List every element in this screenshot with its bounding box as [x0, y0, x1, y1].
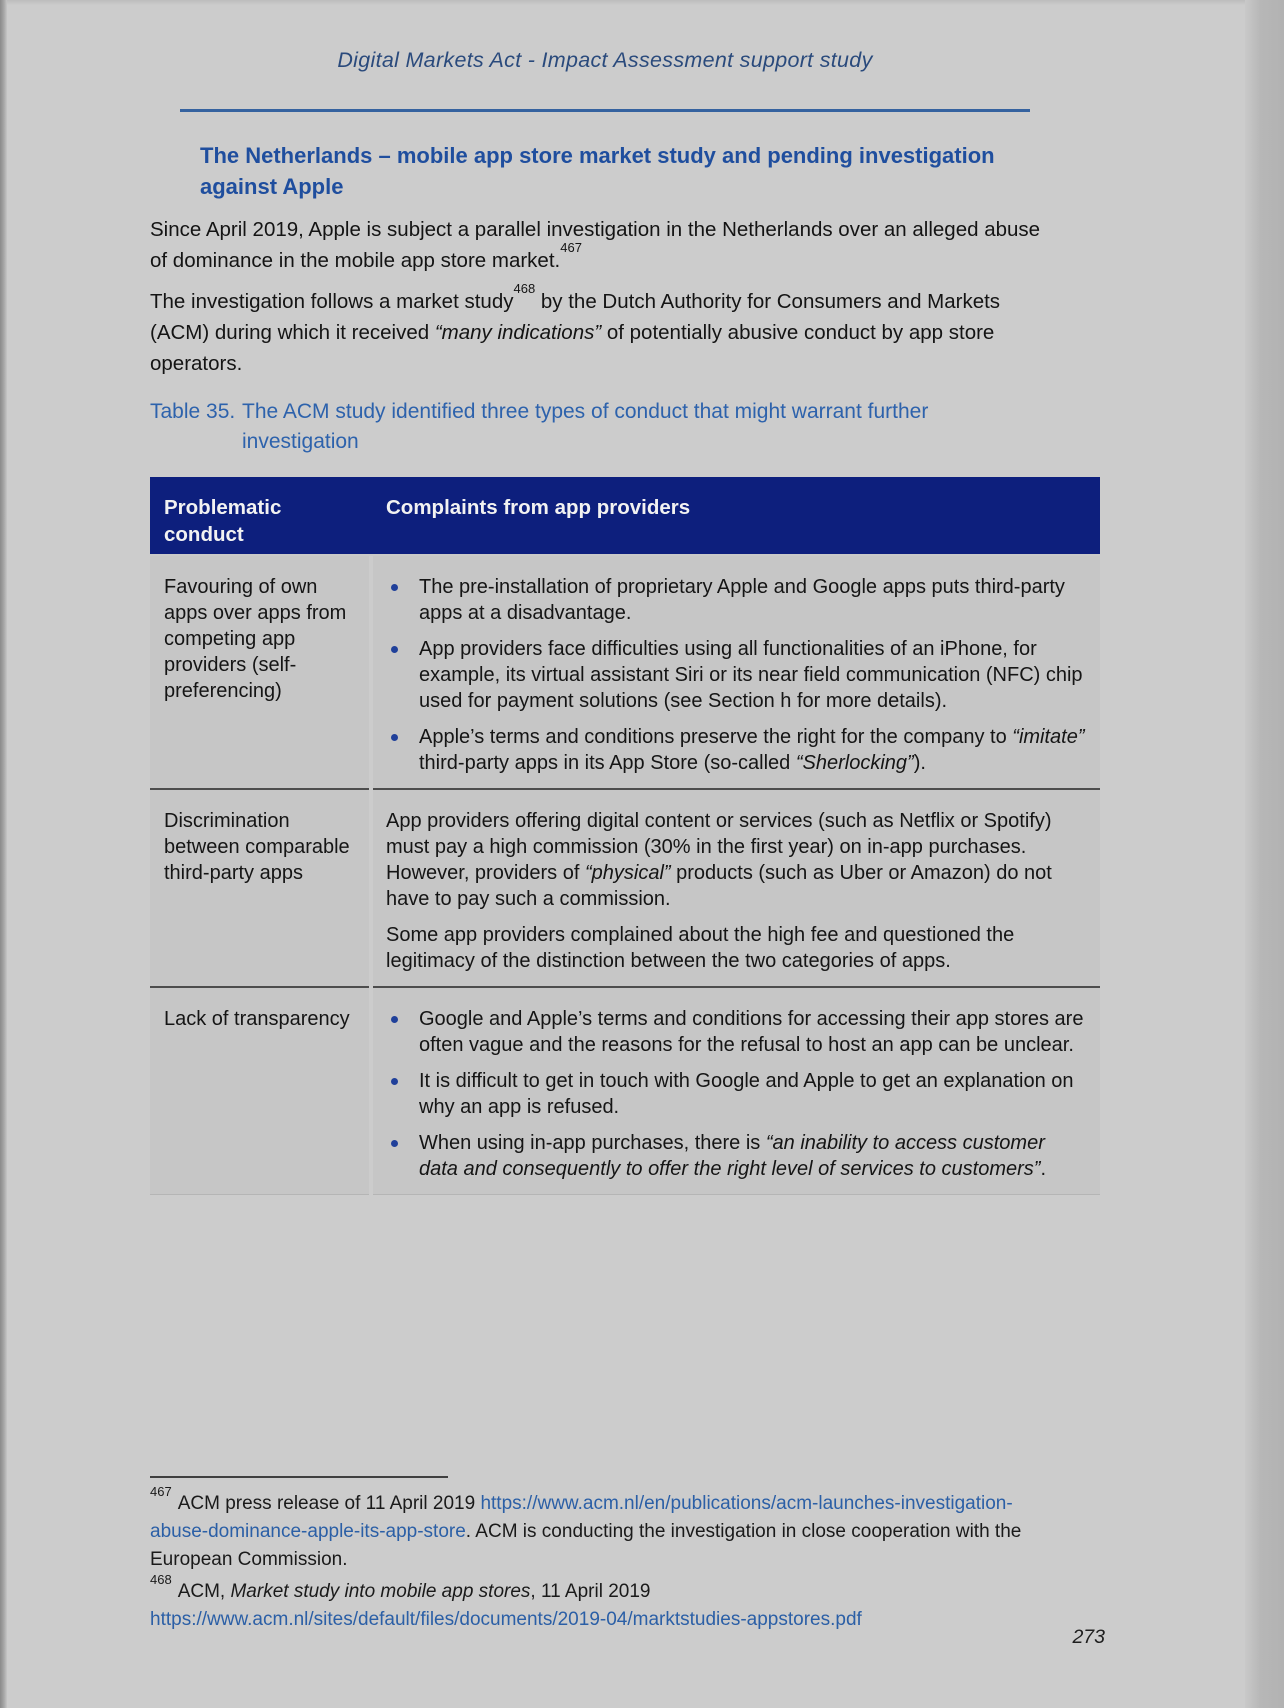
bullet-icon	[391, 646, 398, 653]
bullet-item	[386, 1130, 1086, 1182]
bullet-text: App providers face difficulties using all functionalities of an iPhone, for example, its virtual assistant Siri or its near field communication (NFC) chip used for payment solutions (see Section h for more details).	[419, 638, 1083, 712]
bullet-text: The pre-installation of proprietary Apple and Google apps puts third-party apps at a disadvantage.	[419, 576, 1065, 624]
paragraph-text: The investigation follows a market study	[150, 290, 514, 313]
section-heading: The Netherlands – mobile app store market study and pending investigation against Apple	[200, 143, 995, 199]
bullet-text: ).	[913, 752, 926, 774]
footnote-text: , 11 April 2019	[530, 1581, 651, 1602]
quoted-phrase: “an inability to access customer data and consequently to offer the right level of services to customers”	[419, 1132, 1045, 1180]
bullet-icon	[391, 1140, 398, 1147]
intro-paragraph-1	[150, 214, 1062, 276]
bullet-text: .	[1040, 1158, 1046, 1180]
paragraph-text: Since April 2019, Apple is subject a parallel investigation in the Netherlands over an alleged abuse of dominance in the mobile app store market.	[150, 218, 1041, 272]
bullet-item	[386, 1006, 1086, 1058]
quoted-phrase: “many indications”	[434, 321, 602, 344]
quoted-phrase: “Sherlocking”	[795, 752, 914, 774]
footnote-separator-rule	[150, 1476, 448, 1478]
footnote-marker: 468	[150, 1571, 172, 1587]
table-caption-label: Table 35.	[150, 400, 236, 423]
footnotes-section	[150, 1476, 1062, 1638]
complaints-paragraph	[386, 808, 1086, 912]
complaints-bullet-list	[386, 574, 1086, 776]
footnote-marker: 467	[150, 1483, 172, 1499]
footnote-text: . ACM is conducting the investigation in close cooperation with the European Commission.	[150, 1521, 1022, 1570]
page-left-edge	[0, 0, 7, 1708]
cited-work-title: Market study into mobile app stores	[230, 1581, 531, 1602]
table-header-row	[150, 477, 1100, 556]
footnote-ref-468: 468	[513, 281, 536, 297]
table-caption	[150, 397, 1100, 457]
intro-paragraph-2	[150, 281, 1062, 379]
bullet-item	[386, 574, 1086, 626]
header-rule	[180, 109, 1030, 112]
paragraph-text: by the Dutch Authority for Consumers and Markets (ACM) during which it received	[150, 290, 1001, 344]
bullet-text: third-party apps in its App Store (so-called	[419, 752, 796, 774]
conduct-cell: Lack of transparency	[150, 986, 369, 1195]
paragraph-text: Some app providers complained about the high fee and questioned the legitimacy of the distinction between the two categories of apps.	[386, 924, 1015, 972]
bullet-text: When using in-app purchases, there is	[419, 1132, 766, 1154]
footnote-link-468[interactable]: https://www.acm.nl/sites/default/files/documents/2019-04/marktstudies-appstores.pdf	[150, 1609, 862, 1630]
complaints-cell	[373, 986, 1100, 1195]
table-row-self-preferencing	[150, 556, 1100, 788]
header-cell-problematic-conduct: Problematic conduct	[164, 496, 282, 546]
header-cell-complaints: Complaints from app providers	[386, 496, 691, 519]
footnote-text: ACM press release of 11 April 2019	[177, 1493, 481, 1514]
table-row-transparency	[150, 986, 1100, 1195]
paragraph-text: of potentially abusive conduct by app store operators.	[150, 321, 995, 375]
page-content	[150, 0, 1100, 1195]
document-header-title: Digital Markets Act - Impact Assessment support study	[337, 48, 873, 72]
page-number: 273	[1072, 1626, 1105, 1648]
conduct-cell: Favouring of own apps over apps from competing app providers (self-preferencing)	[150, 556, 369, 788]
bullet-icon	[391, 1016, 398, 1023]
complaints-cell	[373, 788, 1100, 986]
page-right-edge	[1245, 0, 1284, 1708]
bullet-icon	[391, 1078, 398, 1085]
complaints-cell	[373, 556, 1100, 788]
bullet-text: Google and Apple’s terms and conditions for accessing their app stores are often vague and the reasons for the refusal to host an app can be unclear.	[419, 1008, 1084, 1056]
conduct-table	[150, 477, 1100, 1195]
quoted-phrase: “physical”	[584, 862, 671, 884]
bullet-icon	[391, 734, 398, 741]
table-row-discrimination	[150, 788, 1100, 986]
bullet-text: Apple’s terms and conditions preserve the right for the company to	[419, 726, 1013, 748]
quoted-phrase: “imitate”	[1012, 726, 1085, 748]
footnote-text: ACM,	[177, 1581, 231, 1602]
complaints-paragraph	[386, 922, 1086, 974]
paragraph-text: products (such as Uber or Amazon) do not have to pay such a commission.	[386, 862, 1052, 910]
footnote-467	[150, 1483, 1062, 1574]
footnote-link-467[interactable]: https://www.acm.nl/en/publications/acm-launches-investigation-abuse-dominance-apple-its-app-store	[150, 1493, 1013, 1542]
table-caption-text: The ACM study identified three types of conduct that might warrant further investigation	[242, 400, 929, 453]
bullet-text: It is difficult to get in touch with Google and Apple to get an explanation on why an app is refused.	[419, 1070, 1074, 1118]
conduct-cell: Discrimination between comparable third-party apps	[150, 788, 369, 986]
footnote-ref-467: 467	[560, 240, 582, 256]
bullet-item	[386, 724, 1086, 776]
bullet-item	[386, 1068, 1086, 1120]
complaints-bullet-list	[386, 1006, 1086, 1182]
bullet-item	[386, 636, 1086, 714]
bullet-icon	[391, 584, 398, 591]
paragraph-text: App providers offering digital content or services (such as Netflix or Spotify) must pay a high commission (30% in the first year) on in-app purchases. However, providers of	[386, 810, 1052, 884]
